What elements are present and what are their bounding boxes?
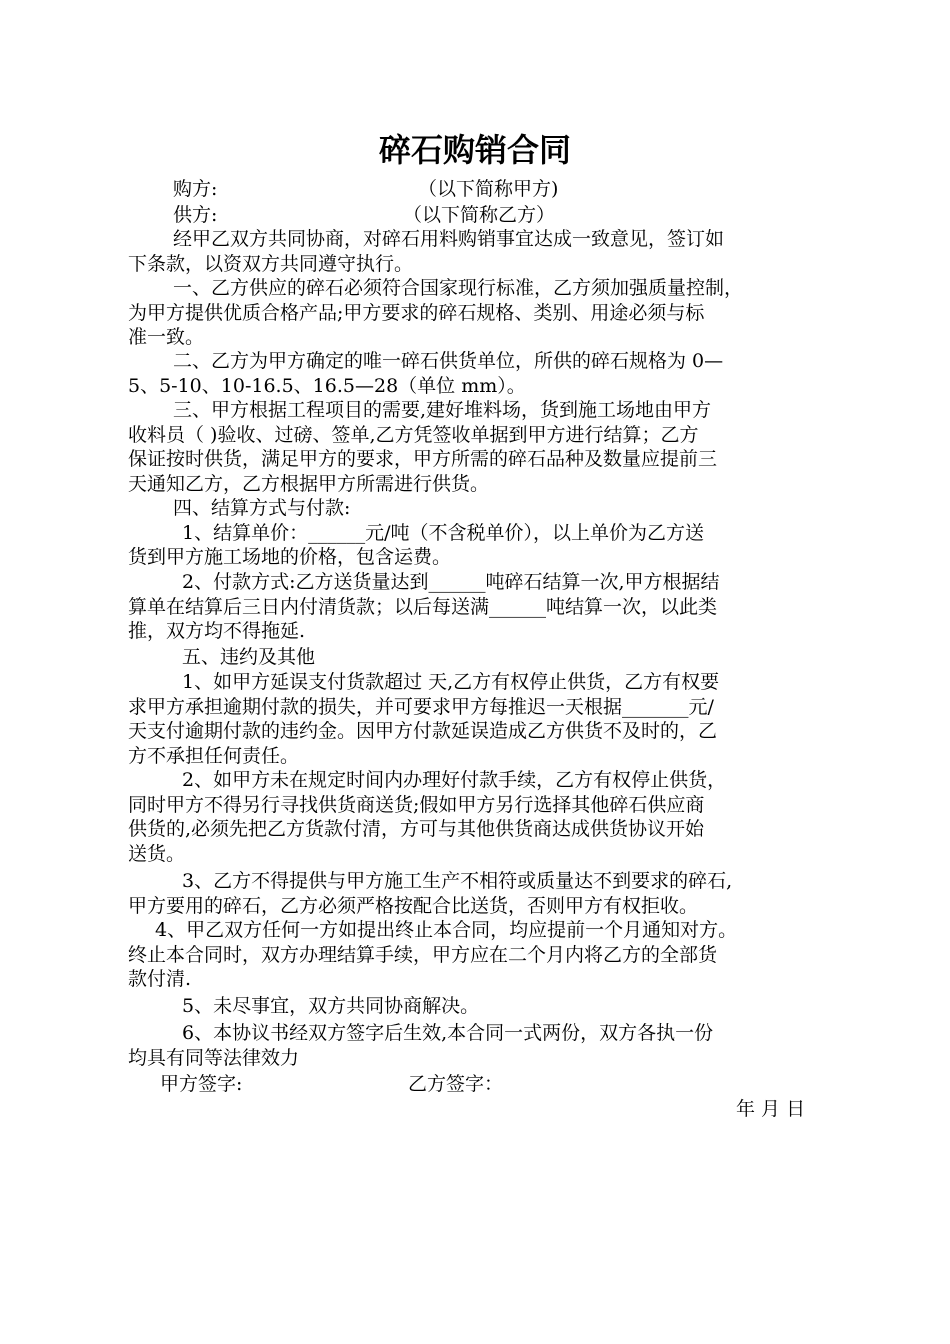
contract-line: 3、乙方不得提供与甲方施工生产不相符或质量达不到要求的碎石,: [182, 870, 733, 892]
contract-line: 1、结算单价：______元/吨（不含税单价），以上单价为乙方送: [182, 522, 704, 544]
contract-line: 货到甲方施工场地的价格，包含运费。: [128, 546, 452, 568]
contract-line: 方不承担任何责任。: [128, 745, 300, 767]
seller-label: 供方:: [173, 204, 218, 226]
contract-line: 天支付逾期付款的违约金。因甲方付款延误造成乙方供货不及时的，乙: [128, 720, 718, 742]
seller-note: （以下简称乙方）: [403, 204, 556, 226]
contract-line: 准一致。: [128, 326, 205, 348]
contract-line: 款付清.: [128, 968, 192, 990]
contract-line: 下条款，以资双方共同遵守执行。: [128, 253, 414, 275]
buyer-label: 购方:: [173, 178, 218, 200]
contract-line: 为甲方提供优质合格产品;甲方要求的碎石规格、类别、用途必须与标: [128, 302, 705, 324]
contract-line: 保证按时供货，满足甲方的要求，甲方所需的碎石品种及数量应提前三: [128, 448, 718, 470]
contract-line: 供货的,必须先把乙方货款付清，方可与其他供货商达成供货协议开始: [128, 818, 705, 840]
contract-line: 2、付款方式:乙方送货量达到______吨碎石结算一次,甲方根据结: [182, 571, 720, 593]
contract-line: 终止本合同时，双方办理结算手续，甲方应在二个月内将乙方的全部货: [128, 944, 718, 966]
contract-line: 5、5-10、10-16.5、16.5—28（单位 mm）。: [128, 375, 526, 397]
contract-line: 均具有同等法律效力: [128, 1047, 300, 1069]
signing-date: 年 月 日: [736, 1098, 806, 1120]
contract-line: 同时甲方不得另行寻找供货商送货;假如甲方另行选择其他碎石供应商: [128, 794, 705, 816]
contract-line: 送货。: [128, 843, 186, 865]
contract-line: 4、甲乙双方任何一方如提出终止本合同，均应提前一个月通知对方。: [155, 919, 738, 941]
contract-line: 2、如甲方未在规定时间内办理好付款手续，乙方有权停止供货，: [182, 769, 727, 791]
contract-line: 推，双方均不得拖延.: [128, 620, 306, 642]
contract-line: 甲方要用的碎石，乙方必须严格按配合比送货，否则甲方有权拒收。: [128, 895, 699, 917]
contract-line: 四、结算方式与付款:: [173, 497, 351, 519]
contract-line: 二、乙方为甲方确定的唯一碎石供货单位，所供的碎石规格为 0—: [173, 350, 724, 372]
contract-line: 6、本协议书经双方签字后生效,本合同一式两份，双方各执一份: [182, 1022, 714, 1044]
party-b-signature-label: 乙方签字：: [408, 1073, 504, 1095]
contract-line: 算单在结算后三日内付清货款；以后每送满______吨结算一次，以此类: [128, 596, 718, 618]
contract-line: 5、未尽事宜，双方共同协商解决。: [182, 995, 480, 1017]
contract-line: 三、甲方根据工程项目的需要,建好堆料场，货到施工场地由甲方: [173, 399, 712, 421]
party-a-signature-label: 甲方签字:: [160, 1073, 243, 1095]
contract-line: 1、如甲方延误支付货款超过 天,乙方有权停止供货，乙方有权要: [182, 671, 720, 693]
buyer-note: （以下简称甲方): [418, 178, 559, 200]
contract-line: 天通知乙方，乙方根据甲方所需进行供货。: [128, 473, 490, 495]
contract-line: 求甲方承担逾期付款的损失，并可要求甲方每推迟一天根据_______元/: [128, 696, 714, 718]
contract-line: 五、违约及其他: [182, 646, 316, 668]
contract-line: 经甲乙双方共同协商，对碎石用料购销事宜达成一致意见，签订如: [173, 228, 725, 250]
contract-line: 一、乙方供应的碎石必须符合国家现行标准，乙方须加强质量控制，: [173, 277, 744, 299]
document-title: 碎石购销合同: [378, 131, 571, 169]
contract-line: 收料员（ )验收、过磅、签单,乙方凭签收单据到甲方进行结算；乙方: [128, 424, 699, 446]
